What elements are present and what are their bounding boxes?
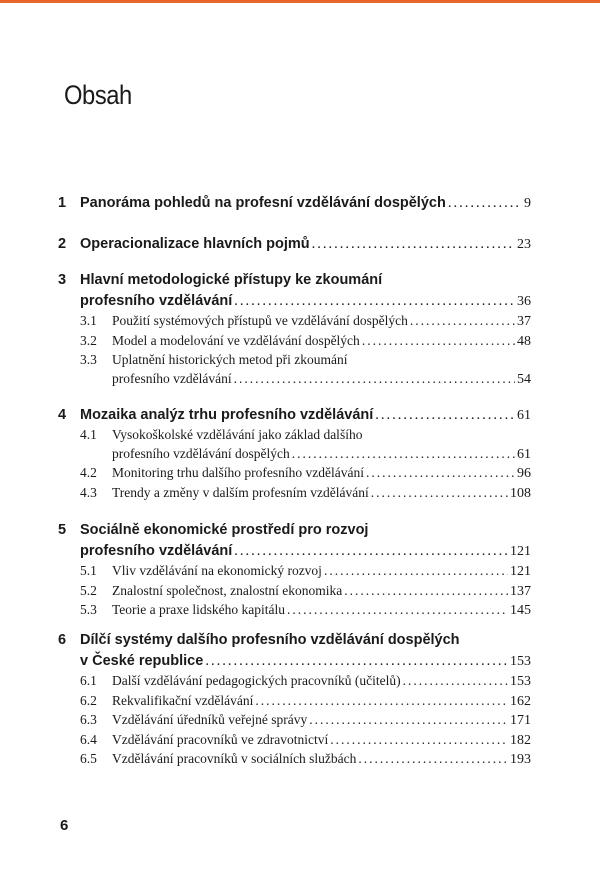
- chapter-title[interactable]: Operacionalizace hlavních pojmů: [80, 236, 310, 252]
- chapter-title[interactable]: Panoráma pohledů na profesní vzdělávání dospělých: [80, 195, 446, 211]
- section-page: 37: [517, 314, 531, 329]
- section-title[interactable]: Rekvalifikační vzdělávání: [112, 692, 254, 708]
- section-number: 4.2: [80, 465, 97, 481]
- section-number: 3.2: [80, 332, 97, 348]
- section-title-line1[interactable]: Vysokoškolské vzdělávání jako základ dalšího: [112, 427, 363, 442]
- section-title[interactable]: Teorie a praxe lidského kapitálu: [112, 602, 285, 618]
- section-page: 193: [510, 752, 531, 768]
- leader-dots: [375, 405, 515, 426]
- chapter-title[interactable]: profesního vzdělávání: [80, 293, 233, 309]
- leader-dots: [330, 731, 508, 750]
- section-title[interactable]: profesního vzdělávání: [112, 370, 232, 386]
- section-number: 4.3: [80, 484, 97, 500]
- chapter-title[interactable]: Mozaika analýz trhu profesního vzdělávání: [80, 407, 374, 423]
- section-number: 3.1: [80, 313, 97, 328]
- toc-chapter: [58, 270, 531, 405]
- toc-chapter: [58, 193, 531, 234]
- leader-dots: [358, 750, 508, 769]
- section-title[interactable]: Vliv vzdělávání na ekonomický rozvoj: [112, 563, 322, 578]
- section-title[interactable]: Vzdělávání pracovníků ve zdravotnictví: [112, 731, 329, 747]
- table-of-contents: [58, 193, 531, 770]
- chapter-title-line1[interactable]: Sociálně ekonomické prostředí pro rozvoj: [80, 522, 369, 538]
- chapter-title[interactable]: v České republice: [80, 653, 204, 669]
- chapter-page: 153: [510, 654, 531, 669]
- leader-dots: [234, 291, 515, 312]
- section-page: 182: [510, 732, 531, 748]
- section-number: 6.3: [80, 712, 97, 728]
- chapter-number: 1: [58, 195, 67, 211]
- section-page: 108: [510, 485, 531, 501]
- section-title-line1[interactable]: Uplatnění historických metod při zkoumání: [112, 352, 348, 368]
- section-page: 61: [517, 446, 531, 462]
- chapter-title-line1[interactable]: Dílčí systémy dalšího profesního vzdělávání dospělých: [80, 632, 460, 648]
- chapter-number: 2: [58, 236, 67, 252]
- section-number: 6.1: [80, 673, 97, 688]
- leader-dots: [324, 562, 508, 581]
- leader-dots: [410, 312, 515, 331]
- section-number: 5.1: [80, 563, 97, 578]
- section-title[interactable]: Monitoring trhu dalšího profesního vzdělávání: [112, 465, 364, 481]
- leader-dots: [309, 711, 508, 730]
- leader-dots: [371, 484, 508, 503]
- section-title[interactable]: Vzdělávání úředníků veřejné správy: [112, 712, 308, 728]
- chapter-page: 36: [517, 294, 531, 309]
- chapter-page: 61: [517, 408, 531, 423]
- section-page: 162: [510, 693, 531, 709]
- top-accent-rule: [0, 0, 600, 3]
- section-title[interactable]: Trendy a změny v dalším profesním vzdělávání: [112, 484, 369, 500]
- chapter-title-line1[interactable]: Hlavní metodologické přístupy ke zkoumání: [80, 272, 383, 288]
- section-number: 5.2: [80, 582, 97, 598]
- chapter-number: 3: [58, 272, 67, 288]
- page-number: 6: [60, 817, 69, 834]
- toc-chapter: [58, 520, 531, 630]
- leader-dots: [234, 541, 508, 562]
- toc-chapter: [58, 234, 531, 270]
- leader-dots: [448, 193, 522, 214]
- chapter-page: 9: [524, 196, 531, 211]
- section-number: 3.3: [80, 352, 97, 368]
- section-page: 153: [510, 674, 531, 689]
- section-page: 171: [510, 713, 531, 729]
- leader-dots: [234, 370, 515, 389]
- section-number: 5.3: [80, 602, 97, 618]
- page-title: Obsah: [64, 80, 132, 110]
- section-title[interactable]: profesního vzdělávání dospělých: [112, 445, 290, 461]
- toc-chapter: [58, 630, 531, 770]
- section-page: 121: [510, 564, 531, 579]
- section-title[interactable]: Další vzdělávání pedagogických pracovníků (učitelů): [112, 673, 401, 688]
- section-number: 6.4: [80, 731, 97, 747]
- leader-dots: [205, 651, 508, 672]
- leader-dots: [287, 601, 508, 620]
- chapter-number: 4: [58, 407, 67, 423]
- leader-dots: [366, 464, 515, 483]
- section-number: 4.1: [80, 427, 97, 442]
- chapter-page: 121: [510, 544, 531, 559]
- section-page: 48: [517, 333, 531, 349]
- leader-dots: [292, 445, 515, 464]
- section-title[interactable]: Vzdělávání pracovníků v sociálních službách: [112, 751, 357, 767]
- chapter-page: 23: [517, 237, 531, 252]
- section-title[interactable]: Model a modelování ve vzdělávání dospělých: [112, 332, 360, 348]
- section-title[interactable]: Použití systémových přístupů ve vzdělávání dospělých: [112, 313, 408, 328]
- leader-dots: [344, 582, 508, 601]
- chapter-number: 5: [58, 522, 67, 538]
- section-page: 96: [517, 466, 531, 482]
- section-number: 6.2: [80, 692, 97, 708]
- section-title[interactable]: Znalostní společnost, znalostní ekonomika: [112, 582, 343, 598]
- leader-dots: [255, 692, 508, 711]
- section-page: 54: [517, 371, 531, 387]
- leader-dots: [362, 332, 515, 351]
- section-page: 137: [510, 583, 531, 599]
- chapter-number: 6: [58, 632, 67, 648]
- toc-chapter: [58, 405, 531, 520]
- leader-dots: [403, 672, 508, 691]
- leader-dots: [312, 234, 515, 255]
- section-number: 6.5: [80, 751, 97, 767]
- chapter-title[interactable]: profesního vzdělávání: [80, 543, 233, 559]
- section-page: 145: [510, 603, 531, 619]
